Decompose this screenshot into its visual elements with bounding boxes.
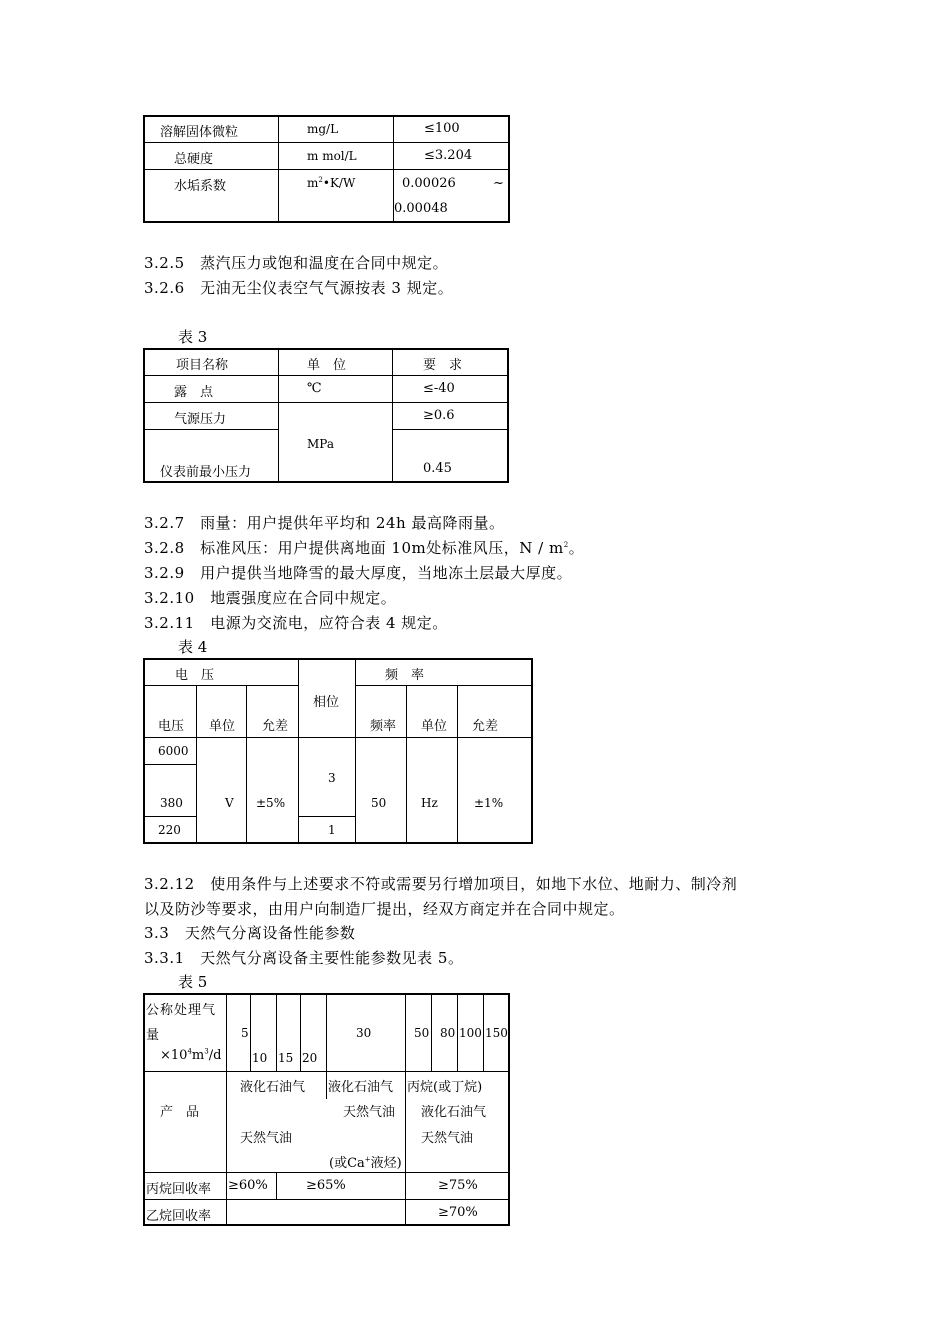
table-cell: V: [225, 796, 234, 810]
table-cell: 溶解固体微粒: [160, 125, 239, 140]
table-cell: 80: [440, 1026, 456, 1040]
table-header: 单位: [421, 719, 448, 734]
table-cell: 1: [328, 823, 336, 837]
table-cell: 液化石油气: [328, 1080, 394, 1095]
table-cell: ≥75%: [438, 1178, 478, 1193]
table-cell: 0.00026: [402, 176, 456, 191]
table-cell: Hz: [421, 796, 438, 810]
table-cell: 0.00048: [394, 201, 448, 216]
table-cell: m mol/L: [307, 149, 357, 163]
table-cell: ≥70%: [438, 1205, 478, 1220]
table-cell: 150: [485, 1026, 508, 1040]
table-cell: 30: [356, 1026, 372, 1040]
table-cell: 10: [252, 1051, 268, 1065]
table-cell: ≤3.204: [424, 148, 473, 163]
table-cell: 天然气油: [343, 1105, 396, 1120]
table-header: 公称处理气: [146, 1003, 217, 1018]
table-header: 单位: [209, 719, 236, 734]
table-header: 频 率: [385, 668, 425, 683]
table-cell: 天然气油: [421, 1131, 474, 1146]
table-cell: 总硬度: [174, 152, 214, 167]
table-cell: 3: [328, 771, 336, 785]
table-cell: 水垢系数: [174, 179, 227, 194]
table-header: 产 品: [160, 1105, 200, 1120]
table-header: $\times 10^4m^3/d$: [160, 1047, 222, 1063]
table-cell: ℃: [307, 381, 322, 396]
table-cell: 100: [459, 1026, 482, 1040]
table-cell: ±5%: [256, 796, 286, 810]
paragraph-3-2-6: 3.2.6 无油无尘仪表空气气源按表 3 规定。: [144, 279, 454, 297]
table-cell: MPa: [307, 437, 334, 451]
paragraph-3-2-9: 3.2.9 用户提供当地降雪的最大厚度，当地冻土层最大厚度。: [144, 564, 573, 582]
paragraph-3-2-10: 3.2.10 地震强度应在合同中规定。: [144, 589, 397, 607]
table-header: 项目名称: [176, 358, 229, 373]
table-cell: 6000: [158, 744, 189, 758]
table-4-caption: 表 4: [178, 638, 208, 656]
table-cell: 仪表前最小压力: [160, 465, 252, 480]
table-cell: 露 点: [174, 385, 214, 400]
paragraph-3-2-12: 3.2.12 使用条件与上述要求不符或需要另行增加项目，如地下水位、地耐力、制冷剂: [144, 875, 738, 893]
table-cell: 液化石油气: [421, 1105, 487, 1120]
paragraph-3-2-7: 3.2.7 雨量：用户提供年平均和 24h 最高降雨量。: [144, 514, 505, 532]
table-5-caption: 表 5: [178, 973, 208, 991]
table-cell: ≥0.6: [423, 408, 455, 423]
paragraph-3-2-12-cont: 以及防沙等要求，由用户向制造厂提出，经双方商定并在合同中规定。: [144, 900, 625, 918]
table-header: 量: [146, 1028, 160, 1043]
table-cell: ~: [493, 176, 504, 191]
table-cell: $m^2•K/W$: [307, 176, 356, 190]
table-cell: 液化石油气: [240, 1080, 306, 1095]
table-cell: 0.45: [423, 461, 452, 476]
paragraph-3-3-1: 3.3.1 天然气分离设备主要性能参数见表 5。: [144, 949, 464, 967]
table-cell: ±1%: [474, 796, 504, 810]
table-cell: 220: [158, 823, 181, 837]
table-cell: 380: [160, 796, 183, 810]
table-cell: 20: [302, 1051, 318, 1065]
table-cell: ≤100: [424, 121, 460, 136]
table-3-caption: 表 3: [178, 328, 208, 346]
table-cell: 天然气油: [240, 1131, 293, 1146]
table-header: 要 求: [423, 358, 463, 373]
table-cell: mg/L: [307, 122, 339, 136]
table-header: 丙烷回收率: [146, 1182, 212, 1197]
paragraph-3-2-11: 3.2.11 电源为交流电，应符合表 4 规定。: [144, 614, 448, 632]
table-header: 相位: [313, 695, 340, 710]
paragraph-3-2-8: 3.2.8 标准风压：用户提供离地面 10m处标准风压，N / $m^2$。: [144, 539, 585, 557]
section-3-3-heading: 3.3 天然气分离设备性能参数: [144, 924, 356, 942]
table-cell: 50: [414, 1026, 430, 1040]
table-header: 电 压: [175, 668, 215, 683]
table-cell: 丙烷(或丁烷): [407, 1080, 483, 1095]
table-header: 单 位: [307, 358, 347, 373]
paragraph-3-2-5: 3.2.5 蒸汽压力或饱和温度在合同中规定。: [144, 254, 449, 272]
table-cell: ≥65%: [306, 1178, 346, 1193]
table-header: 允差: [262, 719, 289, 734]
table-cell: 气源压力: [174, 412, 227, 427]
table-header: 频率: [370, 719, 397, 734]
table-cell: ≥60%: [228, 1178, 268, 1193]
table-cell: ≤-40: [423, 381, 455, 396]
table-cell: (或Ca+液烃): [329, 1155, 402, 1171]
table-header: 乙烷回收率: [146, 1209, 212, 1224]
table-cell: 5: [241, 1026, 249, 1040]
table-cell: 15: [278, 1051, 294, 1065]
table-cell: 50: [371, 796, 387, 810]
table-header: 电压: [158, 719, 185, 734]
table-header: 允差: [472, 719, 499, 734]
